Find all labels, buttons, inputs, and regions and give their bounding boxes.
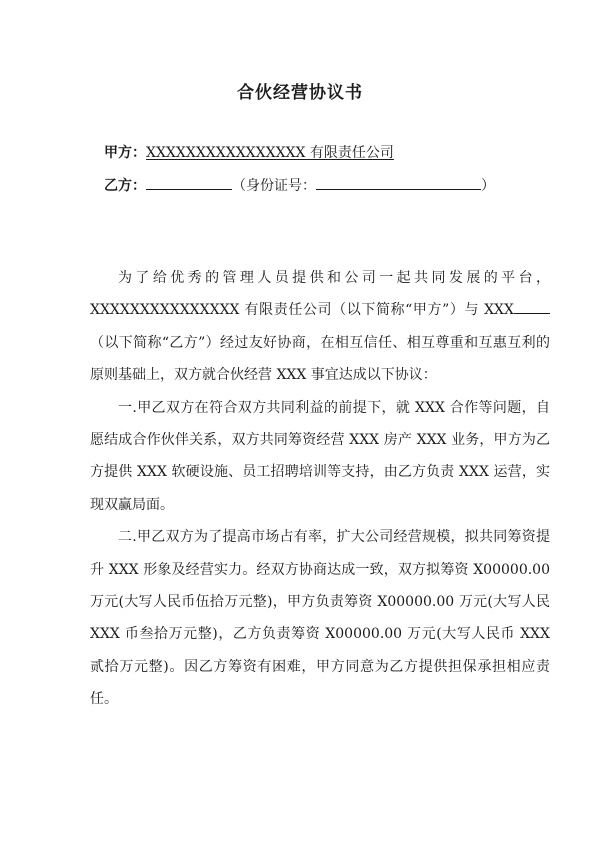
document-title: 合伙经营协议书 xyxy=(237,83,363,103)
intro-paragraph xyxy=(90,262,550,392)
clause-2-paragraph: 二.甲乙双方为了提高市场占有率，扩大公司经营规模，拟共同筹资提升 XXX 形象及经营实力。经双方协商达成一致，双方拟筹资 X00000.00 万元(大写人民币伍拾万元整)，甲方负责筹资 X00000.00 万元(大写人民 XXX 币叁拾万元整)，乙方负责筹资 X00000.00 万元(大写人民币 XXX 贰拾万元整)。因乙方筹资有困难，甲方同意为乙方提供担保承担相应责任。 xyxy=(90,529,550,708)
party-b-inline-blank xyxy=(514,299,550,314)
party-b-label: 乙方： xyxy=(104,178,146,194)
party-b-name-blank xyxy=(146,175,232,190)
party-b-id-close: ） xyxy=(481,178,495,194)
party-a-line xyxy=(104,143,394,163)
party-b-id-open: （身份证号： xyxy=(232,178,316,194)
party-b-id-blank xyxy=(316,175,481,190)
intro-text-2: （以下简称“乙方”）经过友好协商，在相互信任、相互尊重和互惠互利的原则基础上，双方就合伙经营 XXX 事宜达成以下协议： xyxy=(90,334,550,384)
party-a-label: 甲方： xyxy=(104,145,146,161)
party-b-line xyxy=(104,175,495,196)
intro-text-1: 为了给优秀的管理人员提供和公司一起共同发展的平台，XXXXXXXXXXXXXXX 有限责任公司（以下简称“甲方”）与 XXX xyxy=(90,270,550,319)
party-a-name: XXXXXXXXXXXXXXXX 有限责任公司 xyxy=(146,145,394,161)
clause-1-paragraph: 一.甲乙双方在符合双方共同利益的前提下，就 XXX 合作等问题，自愿结成合作伙伴关系，双方共同筹资经营 XXX 房产 XXX 业务，甲方为乙方提供 XXX 软硬设施、员工招聘培训等支持，由乙方负责 XXX 运营，实现双赢局面。 xyxy=(90,399,550,513)
agreement-body xyxy=(90,262,550,716)
